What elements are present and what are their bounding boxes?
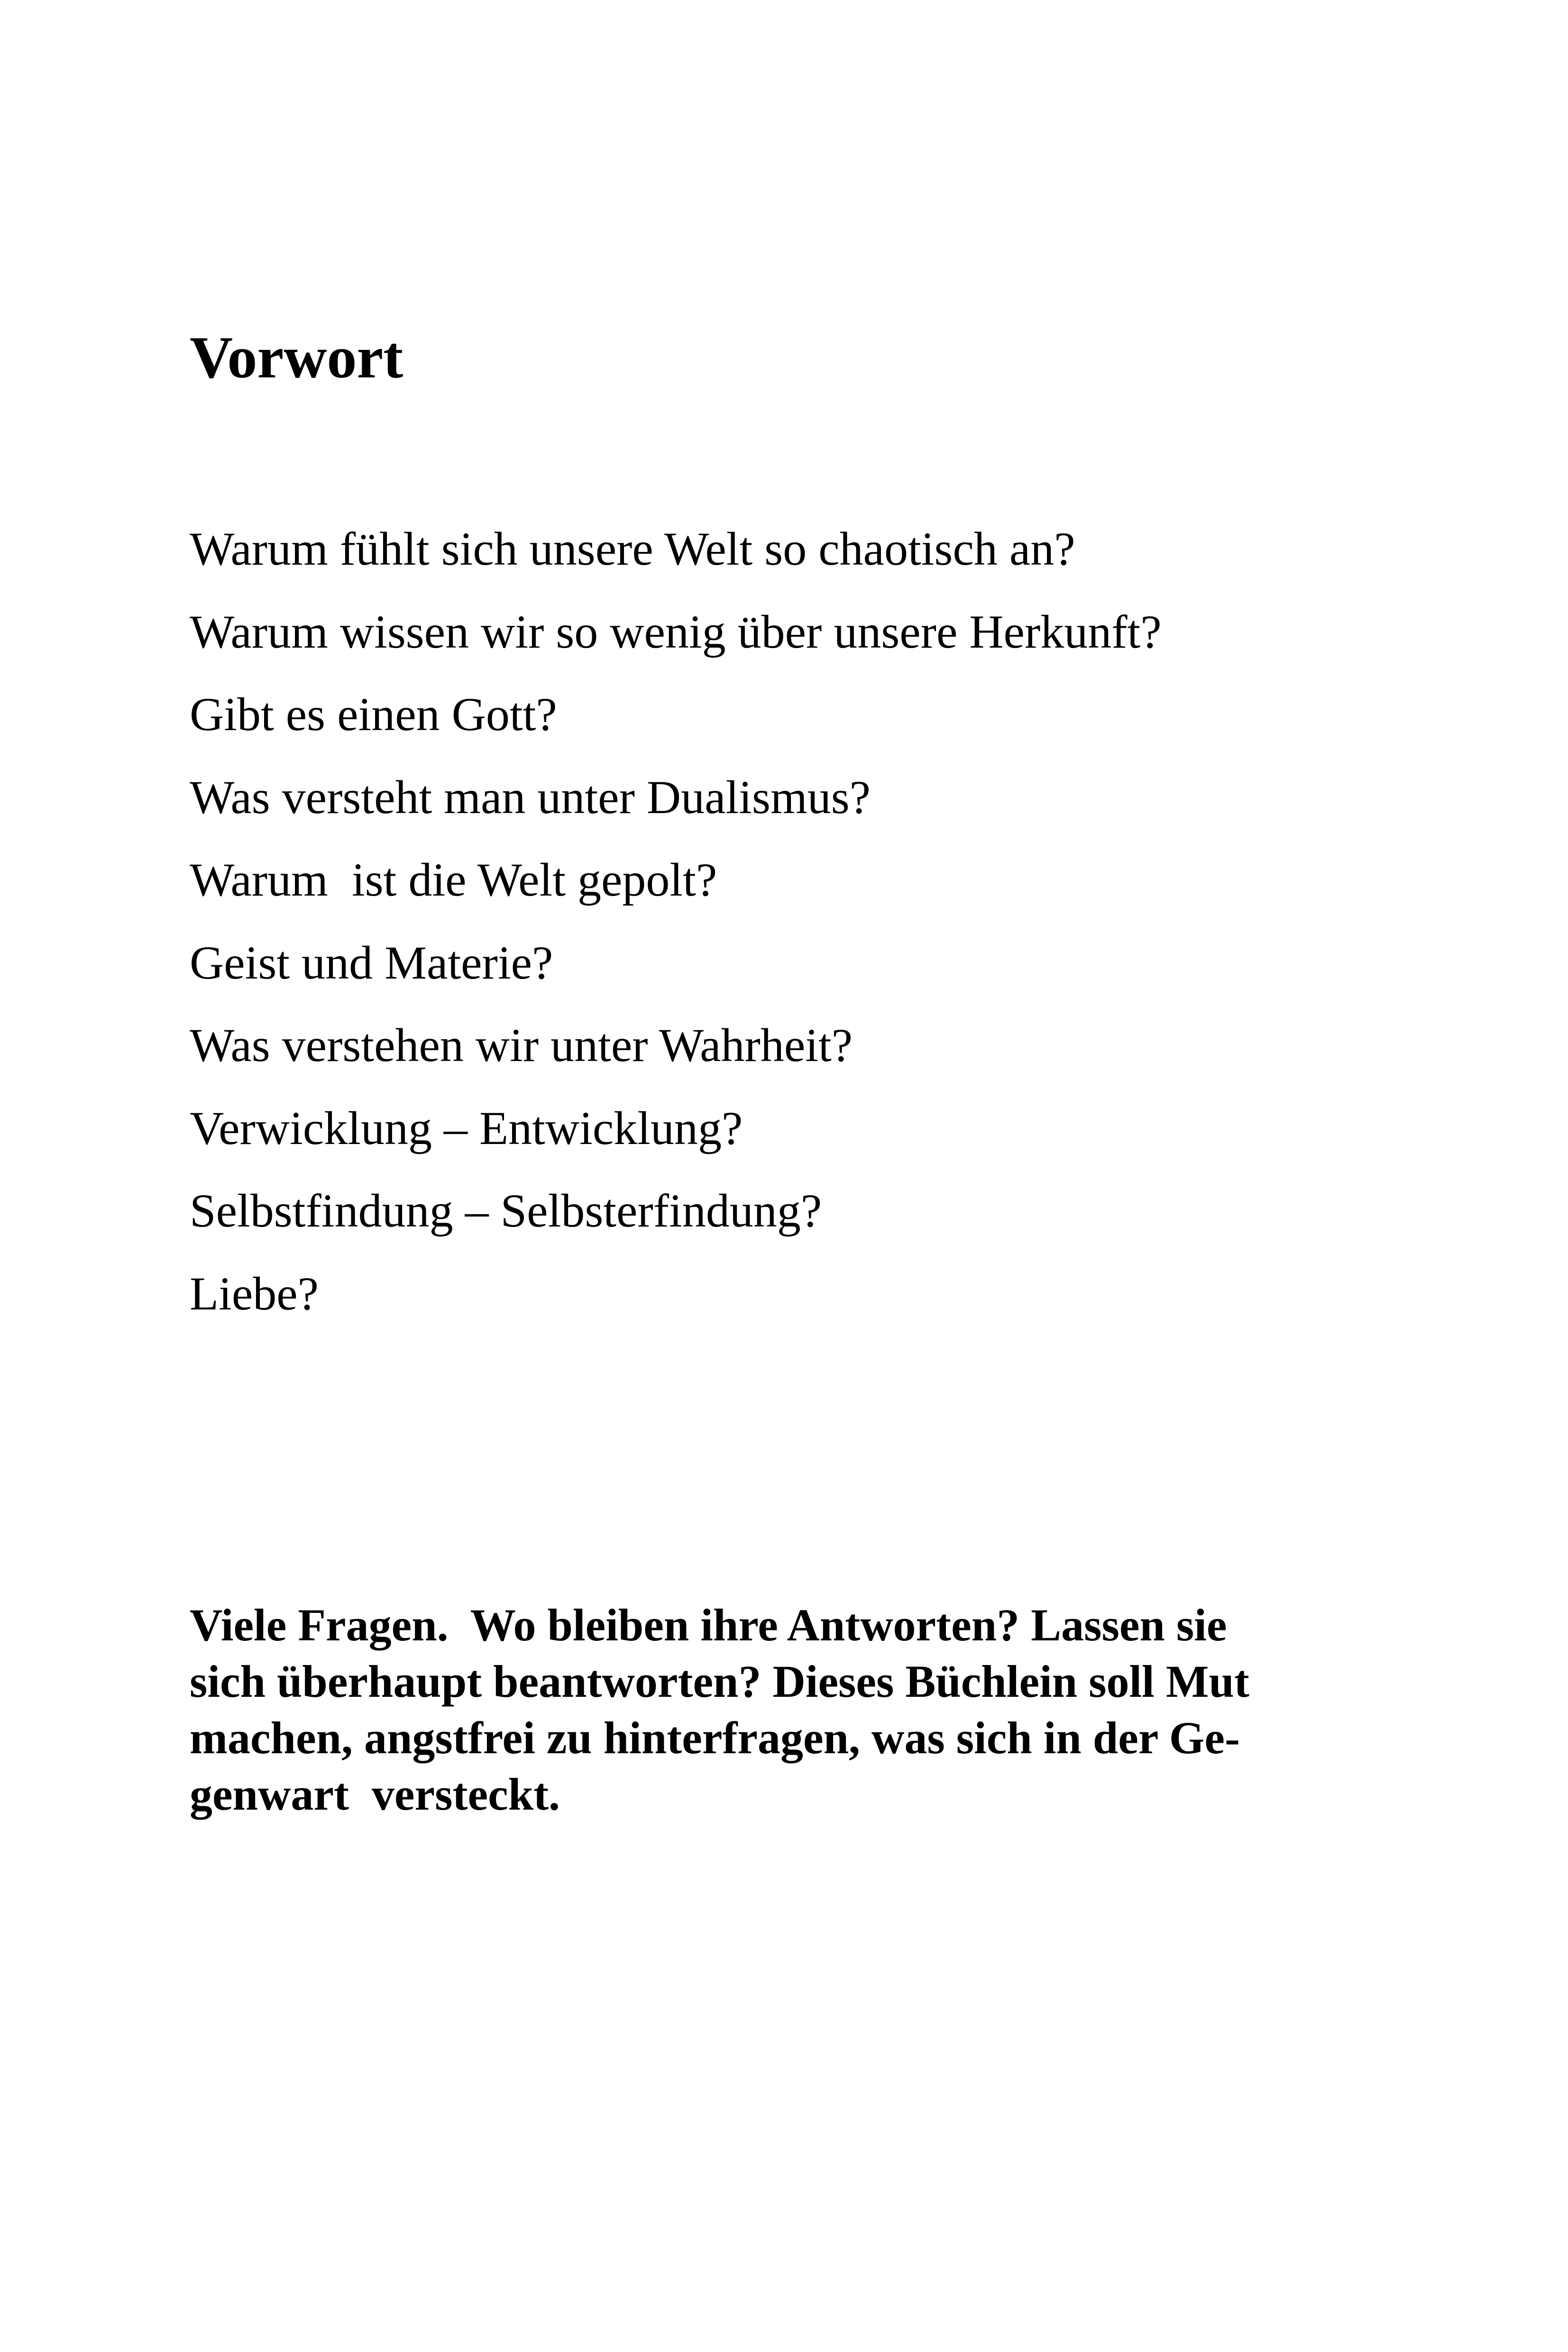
question-line: Warum wissen wir so wenig über unsere Herkunft? [190,605,1162,658]
question-line: Warum ist die Welt gepolt? [190,853,717,906]
closing-paragraph [190,1597,1432,1822]
question-line: Was versteht man unter Dualismus? [190,770,871,824]
question-line: Liebe? [190,1267,319,1320]
closing-line: sich überhaupt beantworten? Dieses Büchlein soll Mut [190,1656,1249,1707]
closing-line: machen, angstfrei zu hinterfragen, was sich in der Ge- [190,1712,1240,1763]
closing-line: genwart versteckt. [190,1769,560,1820]
question-list [190,522,1162,1353]
question-line: Geist und Materie? [190,936,553,989]
question-line: Verwicklung – Entwicklung? [190,1101,743,1154]
question-line: Warum fühlt sich unsere Welt so chaotisch an? [190,522,1075,575]
question-line: Gibt es einen Gott? [190,688,557,741]
question-line: Selbstfindung – Selbsterfindung? [190,1184,822,1237]
closing-line: Viele Fragen. Wo bleiben ihre Antworten? Lassen sie [190,1600,1227,1650]
question-line: Was verstehen wir unter Wahrheit? [190,1019,853,1071]
page-title: Vorwort [190,325,403,391]
